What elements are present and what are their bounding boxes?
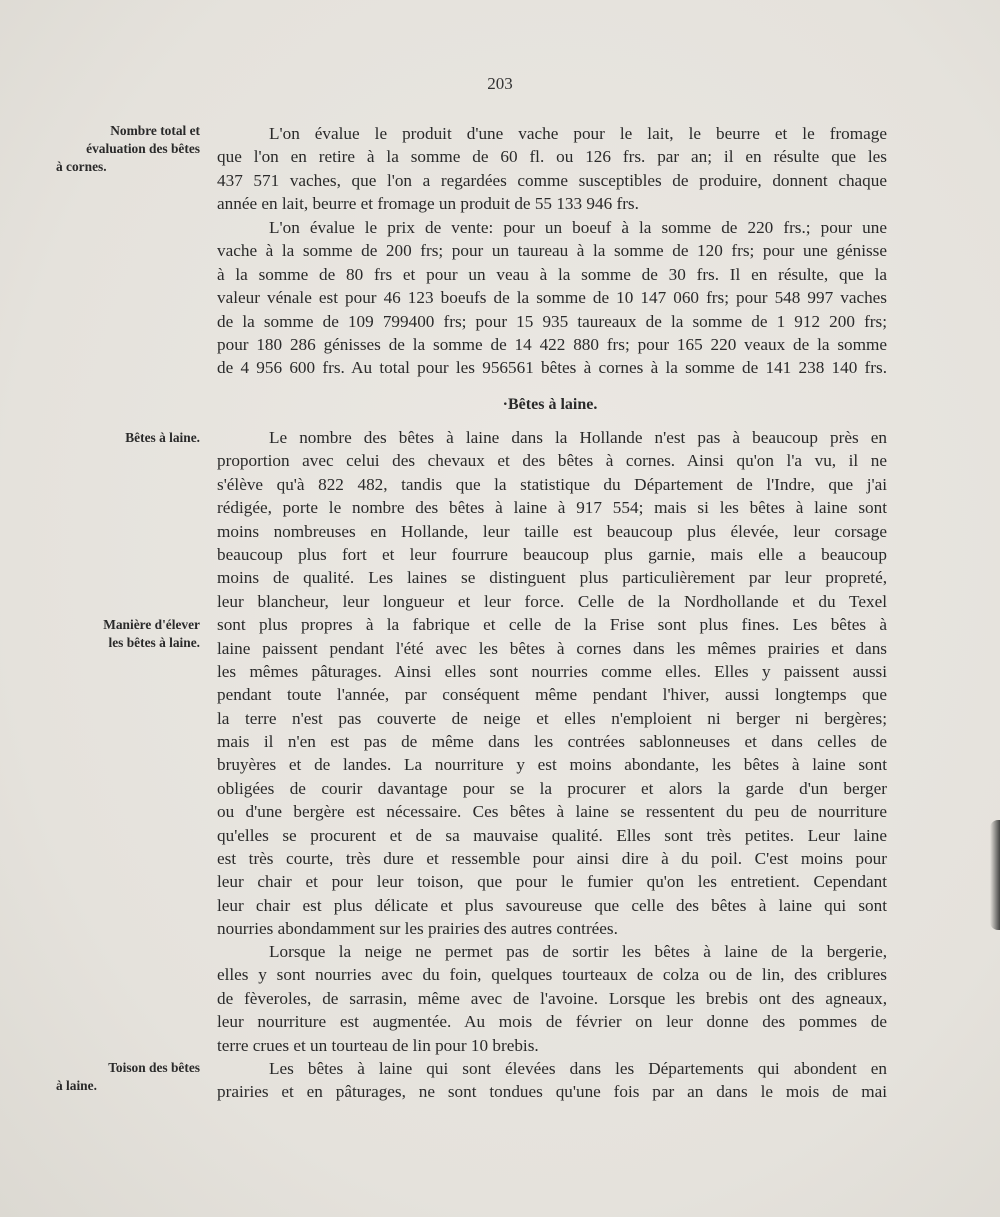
text-line: est très courte, très dure et ressemble pour ainsi dire à du poil. C'est moins pour [217,849,887,869]
text-line: L'on évalue le produit d'une vache pour le lait, le beurre et le fromage [269,124,887,143]
text-line: leur nourriture est augmentée. Au mois de février on leur donne des pommes de [217,1012,887,1032]
margin-note-raising-sheep [54,616,200,652]
text-line: de fèveroles, de sarrasin, même avec de l'avoine. Lorsque les brebis ont des agneaux, [217,988,887,1008]
text-line: pour 180 286 génisses de la somme de 14 422 880 frs; pour 165 220 veaux de la somme [217,334,887,354]
margin-note-line: Bêtes à laine. [125,430,200,445]
margin-note-line: évaluation des bêtes [86,141,200,156]
margin-note-line: Manière d'élever [103,617,200,632]
text-line: prairies et en pâturages, ne sont tondues qu'une fois par an dans le mois de mai [217,1082,887,1102]
text-line: bruyères et de landes. La nourriture y est moins abondante, les bêtes à laine sont [217,755,887,775]
text-line: valeur vénale est pour 46 123 boeufs de la somme de 10 147 060 frs; pour 548 997 vaches [217,288,887,308]
text-line: la terre n'est pas couverte de neige et elles n'emploient ni berger ni bergères; [217,708,887,728]
text-line: terre crues et un tourteau de lin pour 10 brebis. [217,1035,539,1055]
text-line: de la somme de 109 799400 frs; pour 15 935 taureaux de la somme de 1 912 200 frs; [217,311,887,331]
text-line: moins de qualité. Les laines se distinguent plus particulièrement par leur propreté, [217,568,887,588]
text-line: leur chair est plus délicate et plus savoureuse que celle des bêtes à laine qui sont [217,895,887,915]
text-line: proportion avec celui des chevaux et des bêtes à cornes. Ainsi qu'on l'a vu, il ne [217,451,887,471]
text-line: elles y sont nourries avec du foin, quelques tourteaux de colza ou de lin, des criblures [217,965,887,985]
paragraph-milk-product [217,122,887,216]
text-line: L'on évalue le prix de vente: pour un boeuf à la somme de 220 frs.; pour une [269,218,887,237]
text-line: leur chair et pour leur toison, que pour le fumier qu'on les entretient. Cependant [217,872,887,892]
text-line: nourries abondamment sur les prairies des autres contrées. [217,919,618,939]
text-line: mais il n'en est pas de même dans les contrées sablonneuses et dans celles de [217,732,887,752]
text-line: 437 571 vaches, que l'on a regardées comme susceptibles de produire, donnent chaque [217,170,887,190]
margin-note-line: Toison des bêtes [108,1060,200,1075]
text-line: que l'on en retire à la somme de 60 fl. ou 126 frs. par an; il en résulte que les [217,147,887,167]
text-line: vache à la somme de 200 frs; pour un taureau à la somme de 120 frs; pour une génisse [217,241,887,261]
paragraph-sale-price [217,216,887,380]
text-line: Les bêtes à laine qui sont élevées dans les Départements qui abondent en [269,1059,887,1078]
margin-note-line: les bêtes à laine. [108,635,200,650]
section-heading: ·Bêtes à laine. [502,396,598,413]
paragraph-fleece-shearing [217,1057,887,1104]
text-line: rédigée, porte le nombre des bêtes à laine à 917 554; mais si les bêtes à laine sont [217,498,887,518]
margin-note-line: à laine. [56,1078,97,1093]
text-line: sont plus propres à la fabrique et celle de la Frise sont plus fines. Les bêtes à [217,615,887,635]
text-line: de 4 956 600 frs. Au total pour les 956561 bêtes à cornes à la somme de 141 238 140 frs. [217,358,887,378]
text-line: leur blancheur, leur longueur et leur force. Celle de la Nordhollande et du Texel [217,591,887,611]
page-edge-shadow [990,820,1000,930]
page-number: 203 [487,74,513,93]
text-line: s'élève qu'à 822 482, tandis que la statistique du Département de l'Indre, que j'ai [217,474,887,494]
text-line: qu'elles se procurent et de sa mauvaise qualité. Elles sont très petites. Leur laine [217,825,887,845]
text-line: année en lait, beurre et fromage un produit de 55 133 946 frs. [217,194,639,214]
text-line: obligées de courir davantage pour se la procurer et alors la garde d'un berger [217,778,887,798]
paragraph-winter-feeding [217,940,887,1057]
margin-note-sheep [54,429,200,447]
text-line: à la somme de 80 frs et pour un veau à la somme de 30 frs. Il en résulte, que la [217,264,887,284]
text-line: beaucoup plus fort et leur fourrure beaucoup plus garnie, mais elle a beaucoup [217,544,887,564]
paragraph-sheep-description [217,426,887,941]
text-line: Le nombre des bêtes à laine dans la Hollande n'est pas à beaucoup près en [269,428,887,447]
margin-note-total-horned-cattle [54,122,200,176]
margin-note-line: Nombre total et [110,123,200,138]
margin-note-line: à cornes. [56,159,107,174]
text-line: ou d'une bergère est nécessaire. Ces bêtes à laine se ressentent du peu de nourriture [217,802,887,822]
text-line: les mêmes pâturages. Ainsi elles sont nourries comme elles. Elles y paissent aussi [217,661,887,681]
text-line: moins nombreuses en Hollande, leur taille est beaucoup plus élevée, leur corsage [217,521,887,541]
text-line: Lorsque la neige ne permet pas de sortir les bêtes à laine de la bergerie, [269,942,887,961]
text-line: laine paissent pendant l'été avec les bêtes à cornes dans les mêmes prairies et dans [217,638,887,658]
text-line: pendant toute l'année, par conséquent même pendant l'hiver, aussi longtemps que [217,685,887,705]
margin-note-fleece [54,1059,200,1095]
